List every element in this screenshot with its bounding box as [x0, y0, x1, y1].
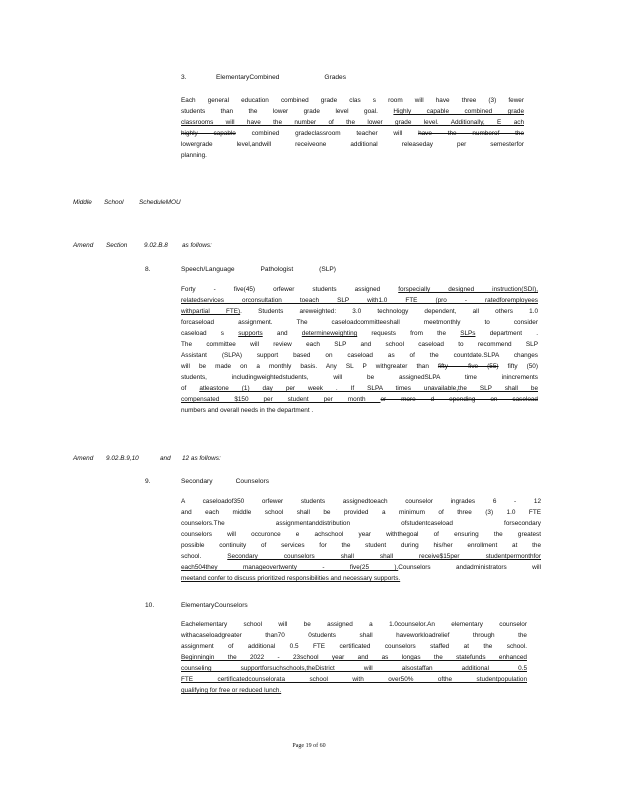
paragraph-line [181, 685, 527, 696]
section-9-number: 9. [145, 478, 151, 485]
paragraph-line [181, 106, 524, 117]
paragraph-line [181, 394, 538, 405]
amend-2-word: Amend [73, 455, 94, 462]
text-run: or more d epending on caseload [380, 396, 538, 403]
paragraph-line [181, 117, 524, 128]
paragraph-line [181, 551, 541, 562]
paragraph-line [181, 139, 524, 150]
text-run: withpartial FTE) [181, 308, 241, 315]
paragraph-line [181, 361, 538, 372]
paragraph-line [181, 573, 541, 584]
paragraph-line [181, 652, 527, 663]
paragraph-line [181, 405, 538, 416]
section-3-paragraph [181, 95, 524, 161]
paragraph-line [181, 328, 538, 339]
text-run: Highly capable combined grade [393, 108, 524, 115]
page-total: 60 [319, 743, 326, 749]
paragraph-line [181, 518, 541, 529]
text-run: of [181, 385, 200, 392]
paragraph-line [181, 663, 527, 674]
section-9-paragraph [181, 496, 541, 584]
section-10-title: ElementaryCounselors [181, 602, 248, 609]
text-run: forcaseload assignment. The caseloadcommitteeshall meetmonthly to consider [181, 319, 538, 326]
text-run: relatedservices orconsultation toeach SLP with1.0 FTE (pro - ratedforemployees [181, 297, 538, 304]
section-8-paragraph [181, 284, 538, 416]
text-run: Each general education combined grade clas s room will have three (3) fewer [181, 97, 524, 104]
section-9-title: Secondary Counselors [181, 478, 269, 485]
amend-2-follows: 12 as follows: [182, 455, 221, 462]
text-run: lowergrade level,andwill receiveone additional releaseday per semesterfor [181, 141, 524, 148]
text-run: department . [475, 330, 538, 337]
text-run: Eachelementary school will be assigned a 1.0counselor.An elementary counselor [181, 621, 527, 628]
amend-2-ref: 9.02.B.9,10 [106, 455, 139, 462]
text-run: . Students areweighted: 3.0 technology dependent, all others 1.0 [240, 308, 538, 315]
text-run: supports [238, 330, 263, 337]
paragraph-line [181, 128, 524, 139]
text-run: The committee will review each SLP and school caseload to recommend SLP [181, 341, 538, 348]
amend-2-and: and [160, 455, 171, 462]
paragraph-line [181, 630, 527, 641]
text-run: Secondary counselors shall shall receive$15per studentpermonthfor [227, 553, 541, 560]
text-run: counselors.The assignmentanddistribution ofstudentcaseload forsecondary [181, 520, 541, 527]
text-run: students, includingweightedstudents, will be assignedSLPA time inincrements [181, 374, 538, 381]
text-run: each504they manageovertwenty - five(25 ). [181, 564, 399, 571]
paragraph-line [181, 562, 541, 573]
text-run: requests from the [357, 330, 461, 337]
text-run: qualifying for free or reduced lunch. [181, 687, 282, 694]
text-run: SLPs [460, 330, 476, 337]
paragraph-line [181, 350, 538, 361]
text-run: fifty - five (55) [437, 363, 499, 370]
section-8-number: 8. [145, 266, 151, 273]
text-run: determineweighting [301, 330, 358, 337]
page-label: Page [292, 743, 305, 749]
text-run: FTE certificatedcounselorata school with over50% ofthe studentpopulation [181, 676, 527, 683]
text-run: A caseloadof350 orfewer students assignedtoeach counselor ingrades 6 - 12 [181, 498, 541, 505]
amend-1-word: Amend [73, 242, 94, 249]
paragraph-line [181, 529, 541, 540]
text-run: assignment of additional 0.5 FTE certificated counselors staffed at the school. [181, 643, 527, 650]
text-run: forspecially designed instruction(SDI), [398, 286, 538, 293]
paragraph-line [181, 496, 541, 507]
text-run: possible continuity of services for the student during his/her enrollment at the [181, 542, 541, 549]
paragraph-line [181, 383, 538, 394]
text-run: highly capable [181, 130, 236, 137]
text-run: compensated $150 per student per month [181, 396, 381, 403]
text-run: fifty (50) [498, 363, 538, 370]
page-number: 19 [305, 743, 312, 749]
section-8-title: Speech/Language Pathologist (SLP) [181, 266, 336, 273]
section-3-title: ElementaryCombined Grades [216, 74, 346, 81]
text-run: have the numberof the [418, 130, 525, 137]
section-10-number: 10. [145, 602, 155, 609]
paragraph-line [181, 507, 541, 518]
middle-school-label-3: ScheduleMOU [139, 199, 181, 206]
text-run: and each middle school shall be provided a minimum of three (3) 1.0 FTE [181, 509, 541, 516]
page-footer [0, 741, 618, 752]
text-run: and [262, 330, 302, 337]
text-run: school. [181, 553, 228, 560]
paragraph-line [181, 372, 538, 383]
paragraph-line [181, 339, 538, 350]
text-run: planning. [181, 152, 207, 159]
paragraph-line [181, 95, 524, 106]
paragraph-line [181, 150, 524, 161]
text-run: Additionally, E ach [450, 119, 524, 126]
paragraph-line [181, 284, 538, 295]
text-run: atleastone (1) day per week . If SLPA times unavailable,the SLP shall be [199, 385, 539, 392]
paragraph-line [181, 295, 538, 306]
text-run: meetand confer to discuss prioritized responsibilities and necessary supports. [181, 575, 401, 582]
paragraph-line [181, 317, 538, 328]
text-run: Beginningin the 2022 - 23school year and as longas the statefunds enhanced [181, 654, 527, 661]
text-run: caseload s [181, 330, 239, 337]
paragraph-line [181, 674, 527, 685]
amend-1-follows: as follows: [182, 242, 212, 249]
amend-1-section: Section [106, 242, 128, 249]
text-run: classrooms will have the number of the lower grade level. [181, 119, 451, 126]
text-run: counseling supportforsuchschools,theDistrict will alsostaffan additional 0.5 [181, 665, 527, 672]
text-run: Assistant (SLPA) support based on caseload as of the countdate.SLPA changes [181, 352, 538, 359]
text-run: numbers and overall needs in the department . [181, 407, 314, 414]
middle-school-label-2: School [104, 199, 124, 206]
paragraph-line [181, 306, 538, 317]
text-run: students than the lower grade level goal. [181, 108, 394, 115]
text-run: withacaseloadgreater than70 0students shall haveworkloadrelief through the [181, 632, 527, 639]
paragraph-line [181, 619, 527, 630]
paragraph-line [181, 540, 541, 551]
middle-school-label: Middle [73, 199, 92, 206]
paragraph-line [181, 641, 527, 652]
amend-1-ref: 9.02.B.8 [144, 242, 168, 249]
section-10-paragraph [181, 619, 527, 696]
page-of-label: of [313, 743, 319, 749]
text-run: will be made on a monthly basis. Any SL P withgreater than [181, 363, 438, 370]
section-3-number: 3. [181, 74, 187, 81]
text-run: Forty - five(45) orfewer students assigned [181, 286, 399, 293]
text-run: Counselors andadministrators will [398, 564, 541, 571]
text-run: combined gradeclassroom teacher will [235, 130, 419, 137]
text-run: counselors will occuronce e achschool year withthegoal of ensuring the greatest [181, 531, 541, 538]
